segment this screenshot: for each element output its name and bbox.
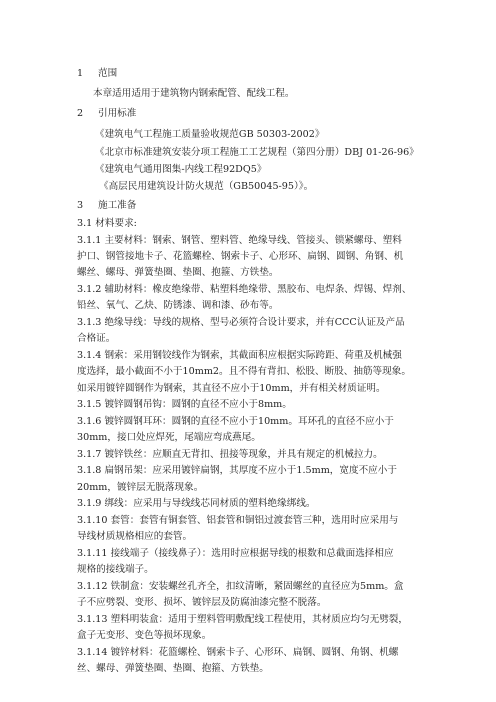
- section-title: 引用标准: [98, 108, 137, 119]
- body-line: 3.1.1 主要材料：钢索、钢管、塑料管、绝缘导线、管接头、锁紧螺母、塑料: [77, 235, 402, 246]
- section-title: 范围: [98, 68, 118, 79]
- body-line: 3.1.10 套管：套管有铜套管、铝套管和铜铝过渡套管三种，选用时应采用与: [77, 515, 399, 526]
- section-number: 1: [77, 68, 84, 79]
- section-title: 施工准备: [98, 200, 137, 211]
- body-line: 3.1.9 绑线：应采用与导线线芯同材质的塑料绝缘绑线。: [77, 498, 316, 509]
- body-line: 铅丝、氧气、乙炔、防锈漆、调和漆、砂布等。: [77, 300, 279, 311]
- body-line: 20mm，镀锌层无脱落现象。: [77, 482, 204, 493]
- body-line: 3.1 材料要求:: [77, 218, 137, 229]
- body-line: 3.1.5 镀锌圆钢吊钩：圆钢的直径不应小于8mm。: [77, 399, 292, 410]
- body-line: 规格的接线端子。: [77, 564, 154, 575]
- body-line: 螺丝、螺母、弹簧垫圈、垫圈、抱箍、方铁垫。: [77, 267, 279, 278]
- body-line: 3.1.7 镀锌铁丝：应顺直无背扣、扭接等现象，并具有规定的机械拉力。: [77, 449, 383, 460]
- section-1-body: 本章适用适用于建筑物内钢索配管、配线工程。: [93, 88, 295, 99]
- reference-item: 《北京市标准建筑安装分项工程施工工艺规程（第四分册）DBJ 01-26-96》: [95, 147, 419, 158]
- body-line: 导线材质规格相应的套管。: [77, 531, 193, 542]
- body-line: 3.1.3 绝缘导线：导线的规格、型号必须符合设计要求，并有CCC认证及产品: [77, 317, 405, 328]
- body-line: 丝、螺母、弹簧垫圈、垫圈、抱箍、方铁垫。: [77, 663, 269, 674]
- body-line: 3.1.4 钢索：采用钢铰线作为钢索，其截面积应根据实际跨距、荷重及机械强: [77, 350, 402, 361]
- section-1-heading: [77, 67, 437, 81]
- reference-item: 《高层民用建筑设计防火规范（GB50045-95）》。: [99, 181, 314, 192]
- body-line: 3.1.6 镀锌圆钢耳环：圆钢的直径不应小于10mm。耳环孔的直径不应小于: [77, 416, 394, 427]
- body-line: 30mm，接口处应焊死，尾端应弯成燕尾。: [77, 432, 261, 443]
- body-line: 如采用镀锌圆钢作为钢索，其直径不应小于10mm，并有相关材质证明。: [77, 383, 386, 394]
- body-line: 3.1.11 接线端子（接线鼻子）：选用时应根据导线的根数和总截面选择相应: [77, 548, 394, 559]
- body-line: 3.1.14 镀锌材料：花篮螺栓、钢索卡子、心形环、扁钢、圆钢、角钢、机螺: [77, 647, 399, 658]
- body-line: 盒子无变形、变色等损坏现象。: [77, 630, 212, 641]
- section-2-heading: [77, 107, 437, 121]
- body-line: 合格证。: [77, 333, 116, 344]
- body-line: 子不应劈裂、变形、损坏、镀锌层及防腐油漆完整不脱落。: [77, 597, 327, 608]
- reference-item: 《建筑电气工程施工质量验收规范GB 50303-2002》: [95, 129, 325, 140]
- body-line: 3.1.13 塑料明装盒：适用于塑料管明敷配线工程使用，其材质应均匀无劈裂，: [77, 614, 408, 625]
- body-line: 3.1.8 扁钢吊架：应采用镀锌扁钢，其厚度不应小于1.5mm，宽度不应小于: [77, 465, 397, 476]
- body-line: 3.1.2 辅助材料：橡皮绝缘带、粘塑料绝缘带、黑胶布、电焊条、焊锡、焊剂、: [77, 284, 412, 295]
- section-3-heading: [77, 199, 437, 213]
- section-number: 3: [77, 200, 84, 211]
- body-line: 护口、钢管接地卡子、花篮螺栓、钢索卡子、心形环、扁钢、圆钢、角钢、机: [77, 251, 404, 262]
- reference-item: 《建筑电气通用图集-内线工程92DQ5》: [95, 164, 267, 175]
- body-line: 度选择，最小截面不小于10mm2。且不得有背扣、松股、断股、抽筋等现象。: [77, 366, 411, 377]
- section-number: 2: [77, 108, 84, 119]
- body-line: 3.1.12 铁制盒：安装螺丝孔齐全，扣纹清晰，紧固螺丝的直径应为5mm。盒: [77, 581, 404, 592]
